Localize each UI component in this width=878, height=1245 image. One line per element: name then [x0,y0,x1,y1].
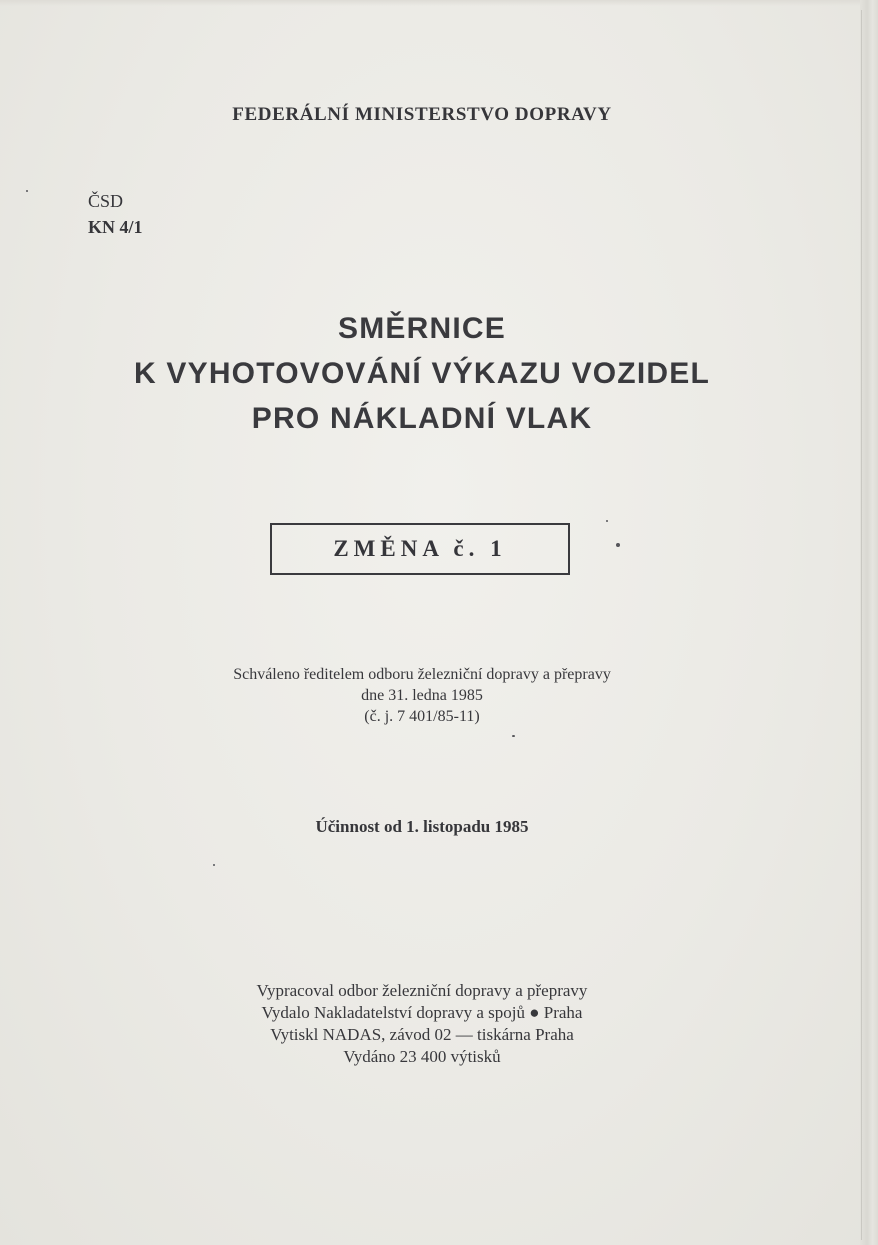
imprint-line-1: Vypracoval odbor železniční dopravy a přepravy [256,981,588,1000]
page-top-shadow [0,0,878,6]
imprint-line-2: Vydalo Nakladatelství dopravy a spojů ● Praha [261,1003,583,1022]
title-line-3: PRO NÁKLADNÍ VLAK [251,402,593,435]
paper-speck [616,543,620,547]
paper-speck [213,864,215,866]
imprint-line-4: Vydáno 23 400 výtisků [343,1047,501,1066]
effective-date: Účinnost od 1. listopadu 1985 [315,817,529,836]
approval-line-3: (č. j. 7 401/85-11) [364,708,480,725]
imprint-line-3: Vytiskl NADAS, závod 02 — tiskárna Praha [270,1025,574,1044]
page-right-edge [860,0,878,1245]
title-line-2: K VYHOTOVOVÁNÍ VÝKAZU VOZIDEL [134,357,710,390]
document-number: KN 4/1 [88,217,143,237]
ministry-heading: FEDERÁLNÍ MINISTERSTVO DOPRAVY [232,104,612,125]
approval-block [0,664,844,727]
amendment-label: ZMĚNA č. 1 [333,536,507,561]
approval-line-1: Schváleno ředitelem odboru železniční dopravy a přepravy [233,666,611,683]
page-edge-line [861,10,862,1240]
railway-code: ČSD [88,191,124,211]
title-line-1: SMĚRNICE [338,312,506,345]
document-title [0,306,844,441]
approval-line-2: dne 31. ledna 1985 [361,687,483,704]
amendment-box [270,523,570,575]
paper-speck [512,735,515,737]
imprint-block [0,980,844,1068]
paper-speck [606,520,608,522]
paper-speck [26,190,28,192]
